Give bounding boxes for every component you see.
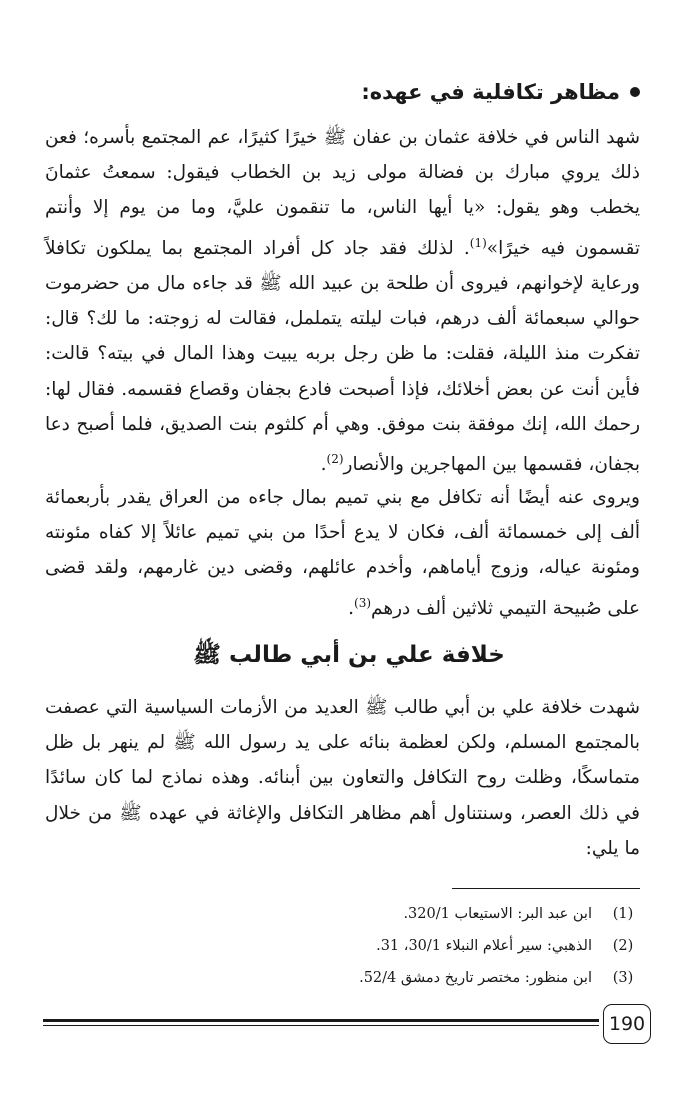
footnotes [45, 898, 640, 994]
footer-rule [43, 1019, 599, 1026]
footer-rule-thin [43, 1025, 599, 1026]
paragraph-text: . [320, 454, 327, 476]
paragraph-text: ويروى عنه أيضًا أنه تكافل مع بني تميم بمال جاءه من العراق يقدر بأربعمائة ألف إلى خمسمائة ألف، فكان لا يدع أحدًا من بني تميم عائلاً إلا كفاه مئونته ومئونة عياله، وزوج أياماهم، وأخدم عائلهم، وقضى دين غارمهم، ولقد قضى على صُبيحة التيمي ثلاثين ألف درهم [45, 487, 640, 619]
paragraph-text: . لذلك فقد جاد كل أفراد المجتمع بما يملكون تكافلاً ورعاية لإخوانهم، فيروى أن طلحة بن عبيد الله ﷺ قد جاءه مال من حضرموت حوالي سبعمائة ألف درهم، فبات ليلته يتململ، فقالت له زوجته: ما لك؟ قال: تفكرت منذ الليلة، فقلت: ما ظن رجل بربه يبيت وهذا المال في بيته؟ قالت: فأين أنت عن بعض أخلائك، فإذا أصبحت فادع بجفان وقصاع فقسمه. فقال لها: رحمك الله، إنك موفقة بنت موفق. وهي أم كلثوم بنت الصديق، فلما أصبح دعا بجفان، فقسمها بين المهاجرين والأنصار [45, 237, 640, 476]
paragraph-text: . [348, 597, 355, 619]
footnote-divider [452, 888, 640, 889]
subsection-heading [50, 80, 640, 104]
footnote-number: (3) [612, 970, 634, 986]
footnote [45, 930, 640, 962]
footnote-text: ابن عبد البر: الاستيعاب 320/1. [403, 906, 592, 922]
page-number: 190 [603, 1004, 651, 1044]
footnote-ref[interactable]: (3) [354, 595, 372, 610]
footnote-number: (2) [612, 938, 634, 954]
paragraph-text: شهد الناس في خلافة عثمان بن عفان ﷺ خيرًا كثيرًا، عم المجتمع بأسره؛ فعن ذلك يروي مبارك بن فضالة مولى زيد بن الخطاب فيقول: سمعتُ عثمانَ يخطب وهو يقول: «يا أيها الناس، ما تنقمون عليَّ، وما من يوم إلا وأنتم تقسمون فيه خيرًا» [45, 127, 641, 259]
footnote [45, 898, 640, 930]
section-heading: خلافة علي بن أبي طالب ﷺ [193, 642, 505, 668]
paragraph-ali [45, 690, 640, 866]
subsection-heading-text: مظاهر تكافلية في عهده: [361, 80, 620, 104]
paragraph-bani-tamim [45, 480, 640, 626]
footnote-text: الذهبي: سير أعلام النبلاء 30/1، 31. [376, 938, 592, 954]
footnote-ref[interactable]: (2) [326, 451, 344, 466]
footnote [45, 962, 640, 994]
footnote-number: (1) [612, 906, 634, 922]
paragraph-uthman [45, 120, 640, 482]
footnote-ref[interactable]: (1) [469, 235, 487, 250]
bullet-icon [630, 87, 640, 97]
footnote-text: ابن منظور: مختصر تاريخ دمشق 52/4. [359, 970, 592, 986]
footer-rule-thick [43, 1019, 599, 1022]
paragraph-text: شهدت خلافة علي بن أبي طالب ﷺ العديد من الأزمات السياسية التي عصفت بالمجتمع المسلم، ولكن لعظمة بنائه على يد رسول الله ﷺ لم ينهر بل ظل متماسكًا، وظلت روح التكافل والتعاون بين أبنائه. وهذه نماذج لما كان سائدًا في ذلك العصر، وسنتناول أهم مظاهر التكافل والإغاثة في عهده ﷺ من خلال ما يلي: [45, 697, 640, 859]
